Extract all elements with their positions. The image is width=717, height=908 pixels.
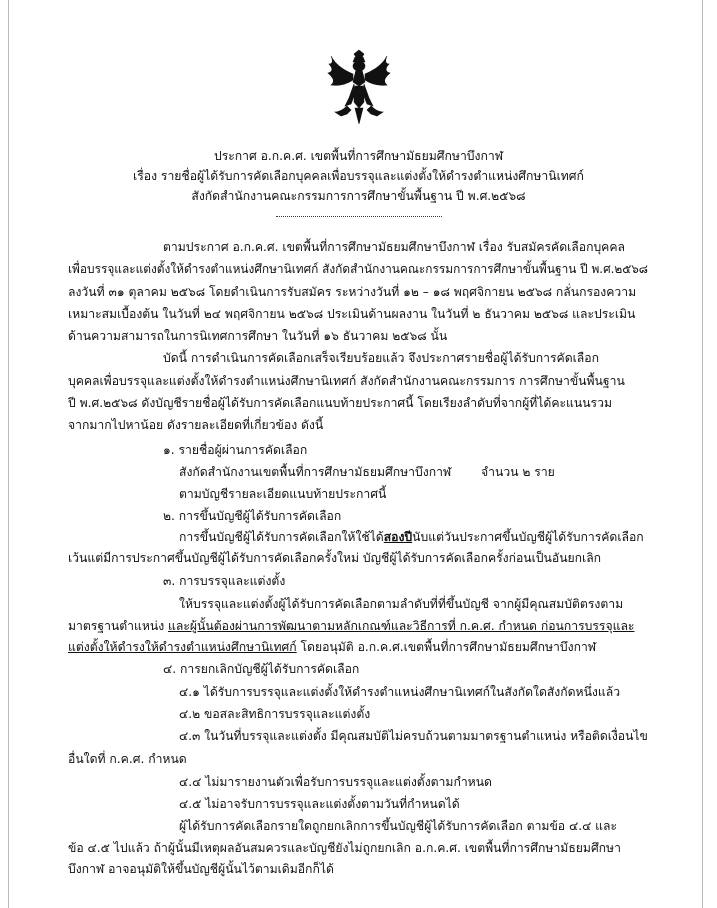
page-edge-right [702,0,703,908]
paragraph-1-line: เพื่อบรรจุและแต่งตั้งให้ดำรงตำแหน่งศึกษานิเทศก์ สังกัดสำนักงานคณะกรรมการการศึกษาขั้นพื้นฐาน ปี พ.ศ.๒๕๖๘ [68,262,648,276]
section-3-line: แต่งตั้งให้ดำรงให้ดำรงตำแหน่งศึกษานิเทศก์ โดยอนุมัติ อ.ก.ค.ศ.เขตพื้นที่การศึกษามัธยมศึกษาบึงกาฬ [68,640,597,654]
section-4-heading: ๔. การยกเลิกบัญชีผู้ได้รับการคัดเลือก [163,662,360,676]
section-4-item: ๔.๔ ไม่มารายงานตัวเพื่อรับการบรรจุและแต่งตั้งตามกำหนด [179,775,492,789]
closing-paragraph-line: ผู้ได้รับการคัดเลือกรายใดถูกยกเลิกการขึ้นบัญชีผู้ได้รับการคัดเลือก ตามข้อ ๔.๔ และ [179,819,618,833]
section-2-line: เว้นแต่มีการประกาศขึ้นบัญชีผู้ได้รับการคัดเลือกครั้งใหม่ บัญชีผู้ได้รับการคัดเลือกครั้งก่อนเป็นอันยกเลิก [68,551,602,565]
section-1-affiliation: สังกัดสำนักงานเขตพื้นที่การศึกษามัธยมศึกษาบึงกาฬ [179,465,452,479]
paragraph-1-line: ตามประกาศ อ.ก.ค.ศ. เขตพื้นที่การศึกษามัธยมศึกษาบึงกาฬ เรื่อง รับสมัครคัดเลือกบุคคล [163,240,625,254]
section-3-line: มาตรฐานตำแหน่ง และผู้นั้นต้องผ่านการพัฒนาตามหลักเกณฑ์และวิธีการที่ ก.ค.ศ. กำหนด ก่อนการบรรจุและ [68,619,635,633]
announcement-affiliation: สังกัดสำนักงานคณะกรรมการการศึกษาขั้นพื้นฐาน ปี พ.ศ.๒๕๖๘ [191,189,526,203]
paragraph-2-line: บุคคลเพื่อบรรจุและแต่งตั้งให้ดำรงตำแหน่งศึกษานิเทศก์ สังกัดสำนักงานคณะกรรมการ การศึกษาขั้นพื้นฐาน [68,374,625,388]
paragraph-2-line: บัดนี้ การดำเนินการคัดเลือกเสร็จเรียบร้อยแล้ว จึงประกาศรายชื่อผู้ได้รับการคัดเลือก [163,351,599,365]
appointment-requirement: แต่งตั้งให้ดำรงให้ดำรงตำแหน่งศึกษานิเทศก์ [68,640,297,654]
paragraph-1-line: ลงวันที่ ๓๑ ตุลาคม ๒๕๖๘ โดยดำเนินการรับสมัคร ระหว่างวันที่ ๑๒ – ๑๘ พฤศจิกายน ๒๕๖๘ กลั่นกรองความ [68,285,637,299]
closing-paragraph-line: บึงกาฬ อาจอนุมัติให้ขึ้นบัญชีผู้นั้นไว้ตามเดิมอีกก็ได้ [68,862,334,876]
development-requirement: และผู้นั้นต้องผ่านการพัฒนาตามหลักเกณฑ์และวิธีการที่ ก.ค.ศ. กำหนด ก่อนการบรรจุและ [168,619,635,633]
section-4-item-continued: อื่นใดที่ ก.ค.ศ. กำหนด [68,752,187,766]
title-divider [276,216,442,217]
two-years-emphasis: สองปี [383,530,413,544]
section-1-note: ตามบัญชีรายละเอียดแนบท้ายประกาศนี้ [179,487,387,501]
section-1-heading: ๑. รายชื่อผู้ผ่านการคัดเลือก [163,443,308,457]
closing-paragraph-line: ข้อ ๔.๕ ไปแล้ว ถ้าผู้นั้นมีเหตุผลอันสมควรและบัญชียังไม่ถูกยกเลิก อ.ก.ค.ศ. เขตพื้นที่การศึกษามัธยมศึกษา [68,841,621,855]
section-1-count: จำนวน ๒ ราย [481,465,555,479]
garuda-emblem-icon [325,50,393,124]
paragraph-1-line: เหมาะสมเบื้องต้น ในวันที่ ๒๔ พฤศจิกายน ๒๕๖๘ ประเมินด้านผลงาน ในวันที่ ๒ ธันวาคม ๒๕๖๘ และประเมิน [68,307,636,321]
paragraph-1-line: ด้านความสามารถในการนิเทศการศึกษา ในวันที่ ๑๖ ธันวาคม ๒๕๖๘ นั้น [68,329,448,343]
section-4-item: ๔.๒ ขอสละสิทธิการบรรจุและแต่งตั้ง [179,707,371,721]
section-4-item: ๔.๑ ได้รับการบรรจุและแต่งตั้งให้ดำรงตำแหน่งศึกษานิเทศก์ในสังกัดใดสังกัดหนึ่งแล้ว [179,685,621,699]
page-edge-left [8,0,9,908]
section-3-heading: ๓. การบรรจุและแต่งตั้ง [163,574,286,588]
paragraph-2-line: จากมากไปหาน้อย ดังรายละเอียดที่เกี่ยวข้อง ดังนี้ [68,418,324,432]
section-4-item: ๔.๓ ในวันที่บรรจุและแต่งตั้ง มีคุณสมบัติไม่ครบถ้วนตามมาตรฐานตำแหน่ง หรือติดเงื่อนไข [179,729,648,743]
paragraph-2-line: ปี พ.ศ.๒๕๖๘ ดังบัญชีรายชื่อผู้ได้รับการคัดเลือกแนบท้ายประกาศนี้ โดยเรียงลำดับที่จากผู้ที่ได้คะแนนรวม [68,396,612,410]
section-2-line: การขึ้นบัญชีผู้ได้รับการคัดเลือกให้ใช้ได้สองปีนับแต่วันประกาศขึ้นบัญชีผู้ได้รับการคัดเลือก [179,530,644,544]
announcement-subject: เรื่อง รายชื่อผู้ได้รับการคัดเลือกบุคคลเพื่อบรรจุและแต่งตั้งให้ดำรงตำแหน่งศึกษานิเทศก์ [133,169,584,183]
section-4-item: ๔.๕ ไม่อาจรับการบรรจุและแต่งตั้งตามวันที่กำหนดได้ [179,797,460,811]
section-2-heading: ๒. การขึ้นบัญชีผู้ได้รับการคัดเลือก [163,509,342,523]
section-3-line: ให้บรรจุและแต่งตั้งผู้ได้รับการคัดเลือกตามลำดับที่ที่ขึ้นบัญชี จากผู้มีคุณสมบัติตรงตาม [179,597,624,611]
announcement-title: ประกาศ อ.ก.ค.ศ. เขตพื้นที่การศึกษามัธยมศึกษาบึงกาฬ [213,149,504,163]
